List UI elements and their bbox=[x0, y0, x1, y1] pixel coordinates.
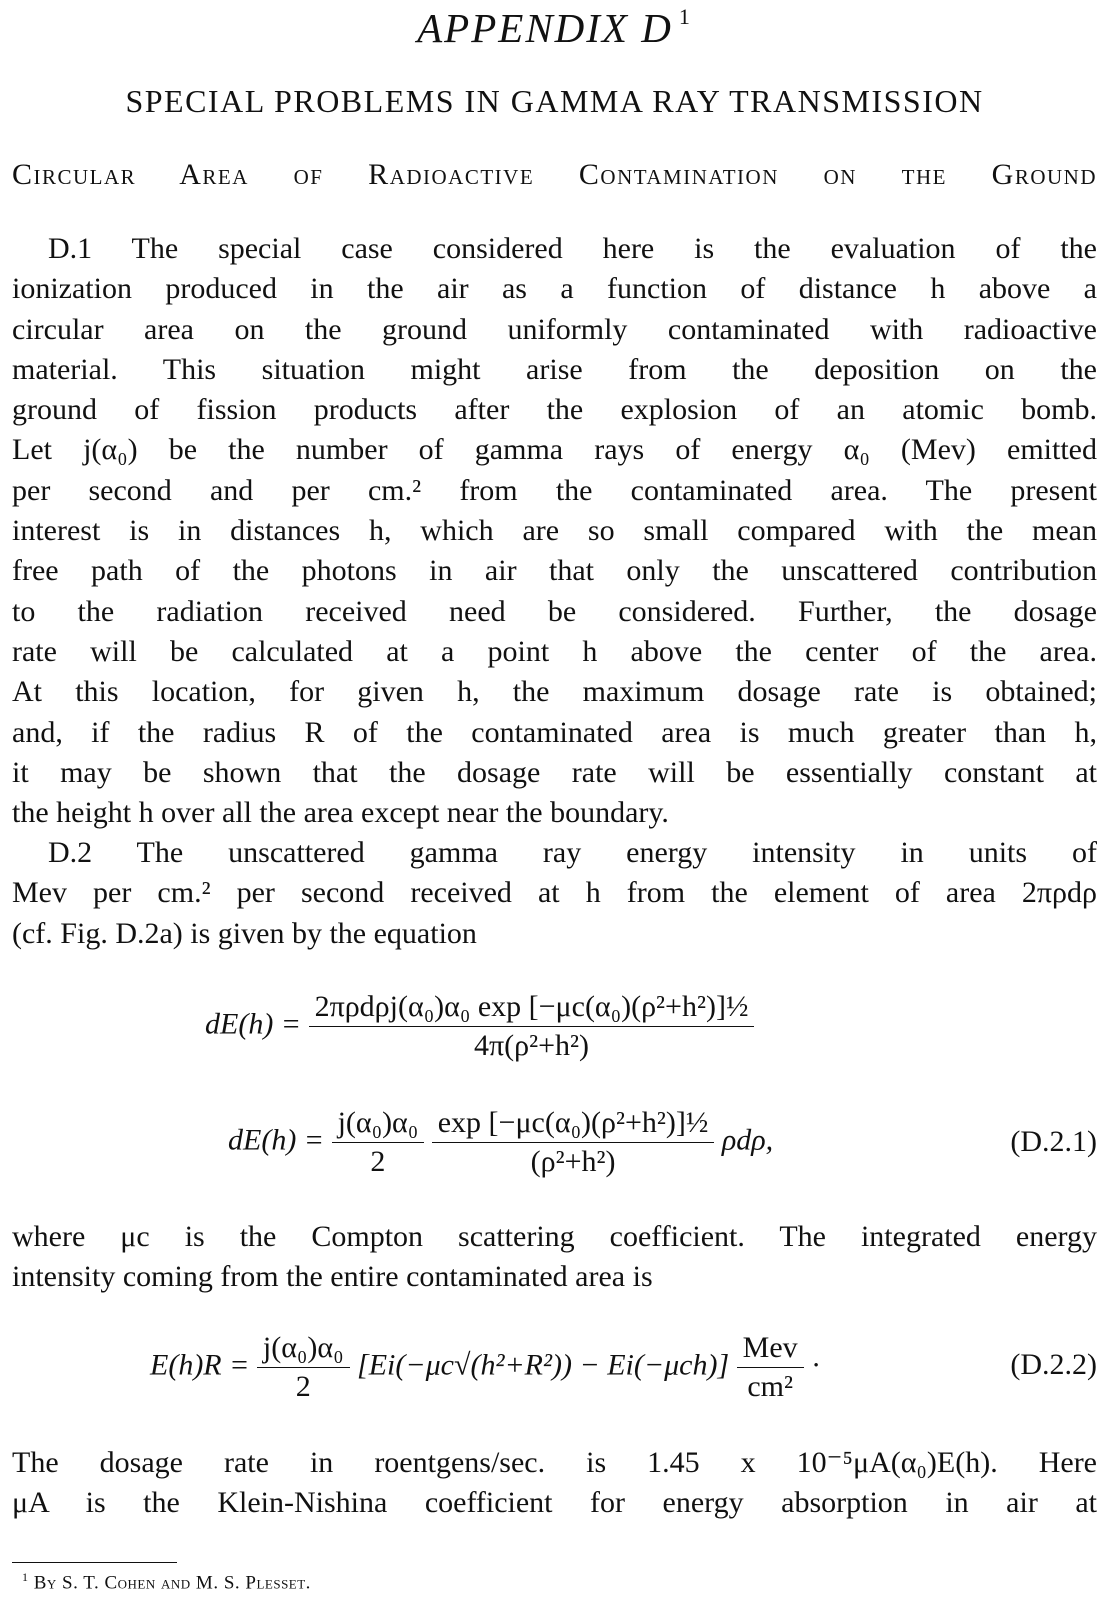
paragraph-d1 bbox=[12, 229, 1097, 833]
text-line: μA is the Klein-Nishina coefficient for energy absorption in air at bbox=[12, 1486, 1097, 1520]
footnote-text: By S. T. Cohen and M. S. Plesset. bbox=[33, 1572, 311, 1594]
text-line: circular area on the ground uniformly contaminated with radioactive bbox=[12, 312, 1097, 346]
text-line: interest is in distances h, which are so small compared with the mean bbox=[12, 514, 1097, 548]
footnote bbox=[22, 1570, 311, 1594]
text-line: At this location, for given h, the maximum dosage rate is obtained; bbox=[12, 675, 1097, 709]
equation-fraction bbox=[432, 1106, 715, 1179]
equation-fraction bbox=[257, 1331, 350, 1404]
equation-lhs: dE(h) = bbox=[228, 1123, 325, 1157]
text-line: it may be shown that the dosage rate will be essentially constant at bbox=[12, 755, 1097, 789]
equation-e-h-r bbox=[150, 1331, 821, 1404]
text-line: Mev per cm.² per second received at h from the element of area 2πρdρ bbox=[12, 876, 1097, 910]
text-line: per second and per cm.² from the contaminated area. The present bbox=[12, 473, 1097, 507]
section-heading: Circular Area of Radioactive Contamination on the Ground bbox=[12, 158, 1097, 191]
text-line: D.2 The unscattered gamma ray energy intensity in units of bbox=[48, 836, 1097, 869]
equation-bracket: [Ei(−μc√(h²+R²)) − Ei(−μch)] bbox=[357, 1348, 730, 1382]
equation-label-d21: (D.2.1) bbox=[1010, 1125, 1097, 1158]
text-line: free path of the photons in air that only the unscattered contribution bbox=[12, 554, 1097, 588]
text-line: Let j(α₀) be the number of gamma rays of energy α₀ (Mev) emitted bbox=[12, 433, 1097, 467]
paragraph-compton bbox=[12, 1217, 1097, 1298]
fraction-denominator: 4π(ρ²+h²) bbox=[474, 1029, 590, 1062]
fraction-numerator: 2πρdρj(α₀)α₀ exp [−μc(α₀)(ρ²+h²)]½ bbox=[309, 990, 755, 1027]
equation-tail: · bbox=[811, 1348, 822, 1382]
fraction-denominator: cm² bbox=[747, 1370, 793, 1403]
text-line: the height h over all the area except near the boundary. bbox=[12, 796, 669, 830]
paragraph-d2 bbox=[12, 833, 1097, 954]
text-line: material. This situation might arise from the deposition on the bbox=[12, 352, 1097, 386]
text-line: where μc is the Compton scattering coefficient. The integrated energy bbox=[12, 1220, 1097, 1253]
appendix-title: APPENDIX D $^1$ bbox=[417, 4, 692, 51]
text-line: to the radiation received need be considered. Further, the dosage bbox=[12, 594, 1097, 628]
text-line: and, if the radius R of the contaminated area is much greater than h, bbox=[12, 715, 1097, 749]
footnote-mark: 1 bbox=[22, 1570, 29, 1584]
equation-de-h-second bbox=[228, 1106, 773, 1179]
text-line: ionization produced in the air as a function of distance h above a bbox=[12, 272, 1097, 306]
fraction-denominator: (ρ²+h²) bbox=[530, 1145, 616, 1178]
main-heading: SPECIAL PROBLEMS IN GAMMA RAY TRANSMISSION bbox=[125, 83, 984, 119]
fraction-numerator: j(α₀)α₀ bbox=[257, 1331, 350, 1368]
text-line: (cf. Fig. D.2a) is given by the equation bbox=[12, 916, 477, 950]
fraction-numerator: j(α₀)α₀ bbox=[332, 1106, 425, 1143]
equation-fraction bbox=[309, 990, 755, 1063]
footnote-reference: 1 bbox=[678, 4, 692, 29]
equation-tail: ρdρ, bbox=[721, 1123, 774, 1157]
text-line: D.1 The special case considered here is the evaluation of the bbox=[48, 232, 1097, 265]
paragraph-dosage-rate bbox=[12, 1443, 1097, 1524]
fraction-denominator: 2 bbox=[295, 1370, 311, 1403]
text-line: intensity coming from the entire contaminated area is bbox=[12, 1260, 653, 1294]
fraction-denominator: 2 bbox=[370, 1145, 386, 1178]
equation-fraction bbox=[332, 1106, 425, 1179]
fraction-numerator: exp [−μc(α₀)(ρ²+h²)]½ bbox=[432, 1106, 715, 1143]
equation-lhs: dE(h) = bbox=[205, 1007, 302, 1041]
equation-lhs: E(h)R = bbox=[150, 1348, 250, 1382]
text-line: ground of fission products after the explosion of an atomic bomb. bbox=[12, 393, 1097, 427]
text-line: rate will be calculated at a point h above the center of the area. bbox=[12, 634, 1097, 668]
equation-de-h-first bbox=[205, 990, 754, 1063]
fraction-numerator: Mev bbox=[737, 1331, 804, 1368]
equation-unit-fraction bbox=[737, 1331, 804, 1404]
equation-label-d22: (D.2.2) bbox=[1010, 1348, 1097, 1381]
text-line: The dosage rate in roentgens/sec. is 1.45 x 10⁻⁵μA(α₀)E(h). Here bbox=[12, 1446, 1097, 1479]
footnote-divider bbox=[12, 1562, 177, 1563]
